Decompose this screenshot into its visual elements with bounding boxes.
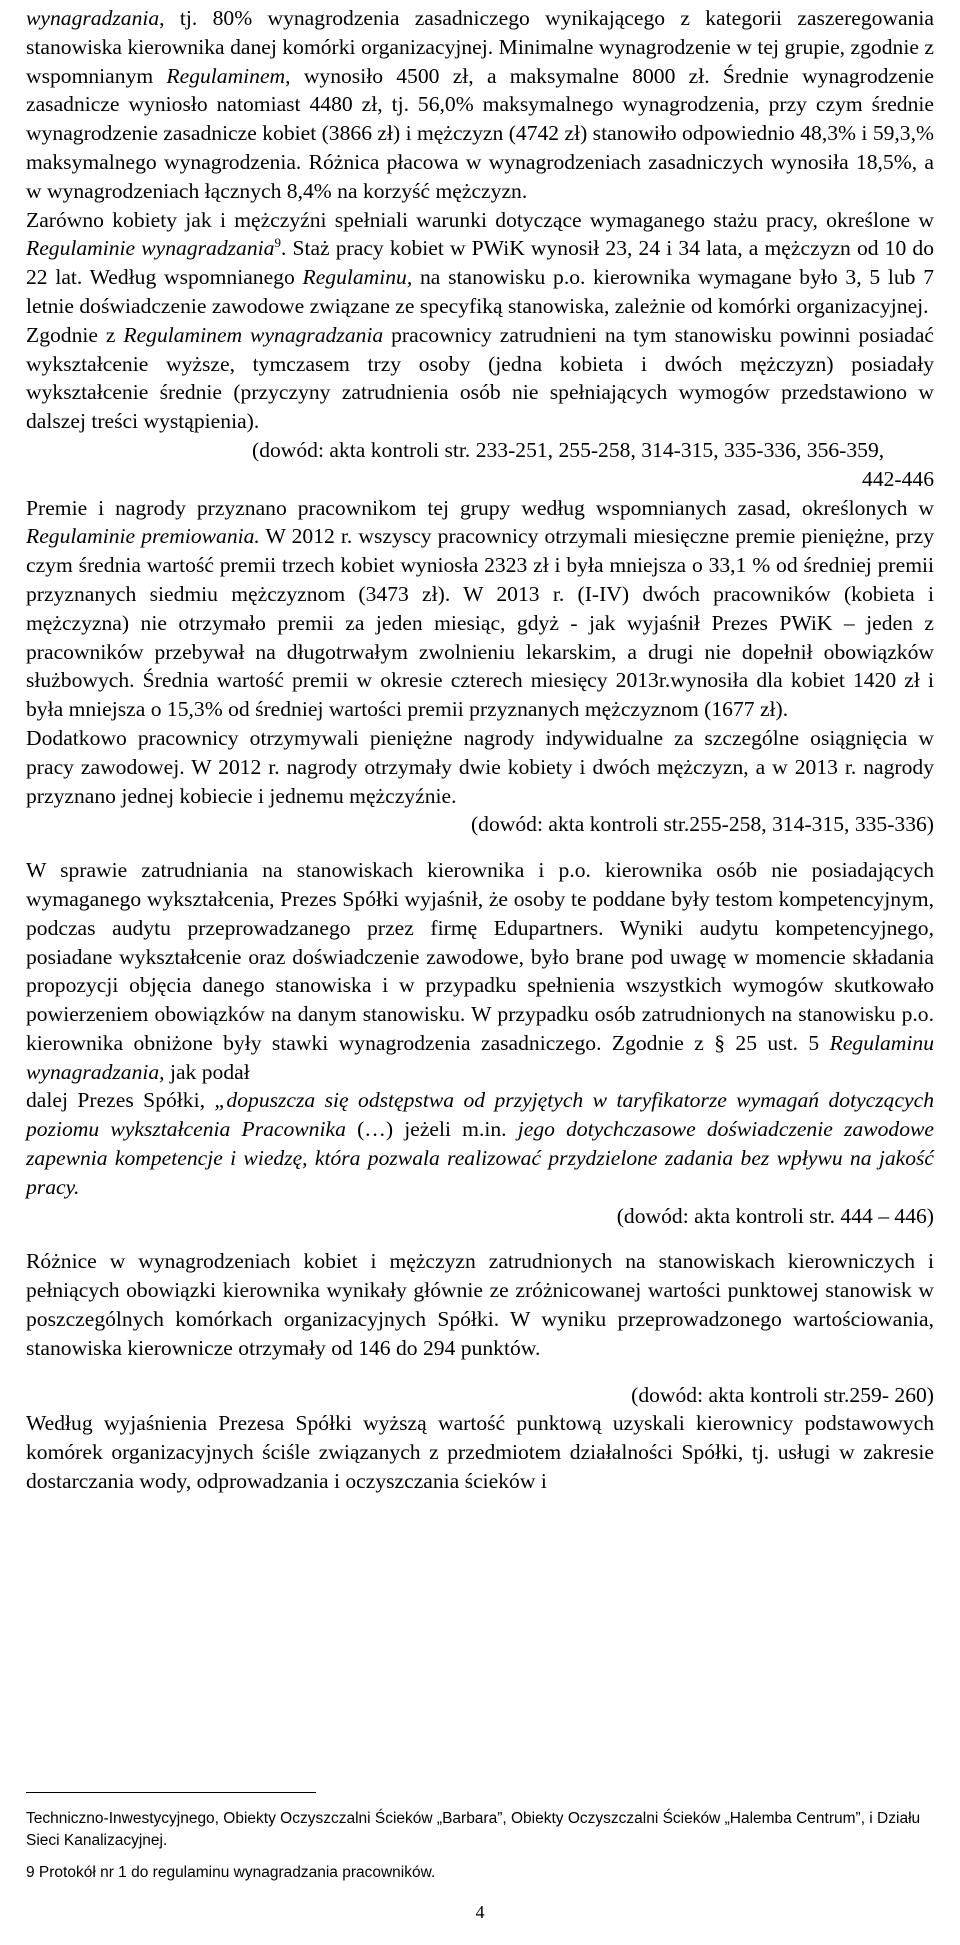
evidence-reference-1-cont: 442-446 <box>862 466 934 491</box>
paragraph-education: Zgodnie z Regulaminem wynagradzania pracownicy zatrudnieni na tym stanowisku powinni posiadać wykształcenie wyższe, tymczasem trzy osoby (jedna kobieta i dwóch mężczyzn) posiadały wykształcenie średnie (przyczyny zatrudnienia osób nie spełniających wymogów przedstawiono w dalszej treści wystąpienia). <box>26 322 934 434</box>
paragraph-bonuses: Premie i nagrody przyznano pracownikom tej grupy według wspomnianych zasad, określonych w Regulaminie premiowania. W 2012 r. wszyscy pracownicy otrzymali miesięczne premie pieniężne, przy czym średnia wartość premii trzech kobiet wyniosła 2323 zł i była mniejsza o 33,1 % od średniej premii przyznanych siedmiu mężczyznom (3473 zł). W 2013 r. (I-IV) dwóch pracowników (kobieta i mężczyzna) nie otrzymało premii za jeden miesiąc, gdyż - jak wyjaśnił Prezes PWiK – jeden z pracowników przebywał na długotrwałym zwolnieniu lekarskim, a drugi nie dopełnił obowiązków służbowych. Średnia wartość premii w okresie czterech miesięcy 2013r.wynosiła dla kobiet 1420 zł i była mniejsza o 15,3% od średniej wartości premii przyznanych mężczyznom (1677 zł). <box>26 495 934 722</box>
paragraph-salary-range: wynagradzania, tj. 80% wynagrodzenia zasadniczego wynikającego z kategorii zaszeregowania stanowiska kierownika danej komórki organizacyjnej. Minimalne wynagrodzenie w tej grupie, zgodnie z wspomnianym Regulaminem, wynosiło 4500 zł, a maksymalne 8000 zł. Średnie wynagrodzenie zasadnicze wyniosło natomiast 4480 zł, tj. 56,0% maksymalnego wynagrodzenia, przy czym średnie wynagrodzenie zasadnicze kobiet (3866 zł) i mężczyzn (4742 zł) stanowiło odpowiednio 48,3% i 59,3,% maksymalnego wynagrodzenia. Różnica płacowa w wynagrodzeniach zasadniczych wynosiła 18,5%, a w wynagrodzeniach łącznych 8,4% na korzyść mężczyzn. <box>26 6 934 203</box>
footnote-continuation: Techniczno-Inwestycyjnego, Obiekty Oczyszczalni Ścieków „Barbara”, Obiekty Oczyszczalni Ścieków „Halemba Centrum”, i Działu Sieci Kanalizacyjnej. <box>26 1810 921 1849</box>
evidence-reference-4: (dowód: akta kontroli str.259- 260) <box>631 1382 934 1407</box>
footnote-separator <box>26 1792 316 1793</box>
paragraph-president-explanation: Według wyjaśnienia Prezesa Spółki wyższą wartość punktową uzyskali kierownicy podstawowych komórek organizacyjnych ściśle związanych z przedmiotem działalności Spółki, tj. usługi w zakresie dostarczania wody, odprowadzania i oczyszczania ścieków i <box>26 1411 934 1494</box>
page-number: 4 <box>475 1902 485 1922</box>
paragraph-president-quote: dalej Prezes Spółki, „dopuszcza się odstępstwa od przyjętych w taryfikatorze wymagań dotyczących poziomu wykształcenia Pracownika (…) jeżeli m.in. jego dotychczasowe doświadczenie zawodowe zapewnia kompetencje i wiedzę, która pozwala realizować przydzielone zadania bez wpływu na jakość pracy. <box>26 1088 934 1199</box>
evidence-reference-2: (dowód: akta kontroli str.255-258, 314-315, 335-336) <box>470 812 934 837</box>
footnote-9: 9 Protokół nr 1 do regulaminu wynagradzania pracowników. <box>26 1864 436 1881</box>
paragraph-competency-tests: W sprawie zatrudniania na stanowiskach kierownika i p.o. kierownika osób nie posiadających wymaganego wykształcenia, Prezes Spółki wyjaśnił, że osoby te poddane były testom kompetencyjnym, podczas audytu przeprowadzanego przez firmę Edupartners. Wyniki audytu kompetencyjnego, posiadane wykształcenie oraz doświadczenie zawodowe, było brane pod uwagę w momencie składania propozycji objęcia danego stanowiska i w przypadku spełnienia wszystkich wymogów skutkowało powierzeniem obowiązków na danym stanowisku. W przypadku osób zatrudnionych na stanowisku p.o. kierownika obniżone były stawki wynagrodzenia zasadniczego. Zgodnie z § 25 ust. 5 Regulaminu wynagradzania, jak podał <box>26 858 934 1084</box>
evidence-reference-3: (dowód: akta kontroli str. 444 – 446) <box>616 1203 934 1228</box>
evidence-reference-1: (dowód: akta kontroli str. 233-251, 255-258, 314-315, 335-336, 356-359, <box>252 437 885 462</box>
paragraph-seniority: Zarówno kobiety jak i mężczyźni spełniali warunki dotyczące wymaganego stażu pracy, określone w Regulaminie wynagradzania$^9$. Staż pracy kobiet w PWiK wynosił 23, 24 i 34 lata, a mężczyzn od 10 do 22 lat. Według wspomnianego Regulaminu, na stanowisku p.o. kierownika wymagane było 3, 5 lub 7 letnie doświadczenie zawodowe związane ze specyfiką stanowiska, zależnie od komórki organizacyjnej. <box>26 207 934 318</box>
paragraph-salary-differences: Różnice w wynagrodzeniach kobiet i mężczyzn zatrudnionych na stanowiskach kierowniczych i pełniących obowiązki kierownika wynikały głównie ze zróżnicowanej wartości punktowej stanowisk w poszczególnych komórkach organizacyjnych Spółki. W wyniku przeprowadzonego wartościowania, stanowiska kierownicze otrzymały od 146 do 294 punktów. <box>26 1249 934 1360</box>
paragraph-awards: Dodatkowo pracownicy otrzymywali pieniężne nagrody indywidualne za szczególne osiągnięcia w pracy zawodowej. W 2012 r. nagrody otrzymały dwie kobiety i dwóch mężczyzn, a w 2013 r. nagrody przyznano jednej kobiecie i jednemu mężczyźnie. <box>26 725 934 808</box>
footnote-ref-9: 9 <box>274 235 281 251</box>
main-text <box>26 4 934 1496</box>
